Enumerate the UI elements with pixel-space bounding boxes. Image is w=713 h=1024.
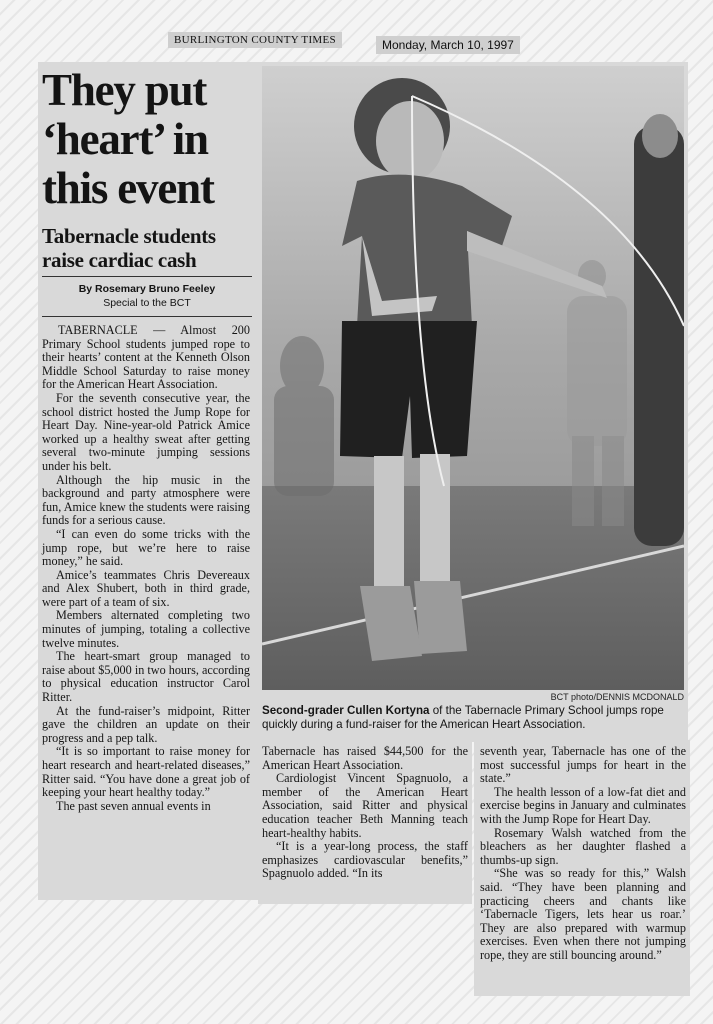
paragraph: Tabernacle has raised $44,500 for the American Heart Association.: [262, 744, 468, 772]
headline: [42, 66, 252, 213]
paragraph: “It is a year-long process, the staff emphasizes cardiovascular benefits,” Spagnuolo added. “In its: [262, 839, 468, 881]
paragraph: TABERNACLE — Almost 200 Primary School students jumped rope to their hearts’ content at the Kenneth Olson Middle School Saturday to raise money for the American Heart Association.: [42, 323, 250, 392]
paragraph: seventh year, Tabernacle has one of the most successful jumps for heart in the state.”: [480, 744, 686, 786]
article-column-1: [42, 324, 250, 813]
divider: [42, 276, 252, 277]
paragraph: The heart-smart group managed to raise about $5,000 in two hours, according to physical education instructor Carol Ritter.: [42, 649, 250, 705]
byline-note: Special to the BCT: [103, 297, 191, 309]
headline-line: ‘heart’ in: [42, 114, 208, 164]
article-column-2: [262, 745, 468, 881]
paper-name-tag: BURLINGTON COUNTY TIMES: [168, 32, 342, 48]
jump-rope-photo: [262, 66, 684, 690]
date-tag: Monday, March 10, 1997: [376, 36, 520, 54]
subhead-line: Tabernacle students: [42, 224, 216, 248]
paragraph: The health lesson of a low-fat diet and exercise begins in January and culminates with the Jump Rope for Heart Day.: [480, 784, 686, 826]
subhead-line: raise cardiac cash: [42, 248, 197, 272]
divider: [42, 316, 252, 317]
subhead: [42, 224, 252, 272]
paragraph: At the fund-raiser’s midpoint, Ritter gave the children an update on their progress and a pep talk.: [42, 703, 250, 745]
paragraph: Although the hip music in the background and party atmosphere were fun, Amice knew the students were raising funds for a serious cause.: [42, 472, 250, 528]
paragraph: Cardiologist Vincent Spagnuolo, a member of the American Heart Association, said Ritter and physical education teacher Beth Manning teach heart-healthy habits.: [262, 771, 468, 840]
paragraph: Rosemary Walsh watched from the bleachers as her daughter flashed a thumbs-up sign.: [480, 825, 686, 867]
byline: [42, 282, 252, 310]
caption-subject: Second-grader Cullen Kortyna: [262, 704, 430, 717]
caption-text: of the Tabernacle Primary School jumps rope quickly during a fund-raiser for the American Heart Association.: [262, 704, 664, 731]
paragraph: “It is so important to raise money for heart research and heart-related diseases,” Ritter said. “You have done a great job of keeping your heart healthy today.”: [42, 744, 250, 800]
photo-credit: BCT photo/DENNIS MCDONALD: [550, 692, 684, 702]
paragraph: Amice’s teammates Chris Devereaux and Alex Shubert, both in third grade, were part of a team of six.: [42, 567, 250, 609]
byline-author: By Rosemary Bruno Feeley: [78, 283, 216, 295]
article-column-3: [480, 745, 686, 963]
paragraph: Members alternated completing two minutes of jumping, totaling a collective twelve minutes.: [42, 608, 250, 650]
paragraph: For the seventh consecutive year, the school district hosted the Jump Rope for Heart Day. Nine-year-old Patrick Amice worked up a healthy sweat after getting several two-minute jumping sessions under his belt.: [42, 390, 250, 473]
paragraph: “She was so ready for this,” Walsh said. “They have been planning and practicing cheers and chants like ‘Tabernacle Tigers, lets hear us roar.’ They are also prepared with warmup exercises. Even when there not jumping rope, they are still bouncing around.”: [480, 866, 686, 962]
headline-line: this event: [42, 163, 214, 213]
adult-figure: [634, 126, 684, 546]
headline-line: They put: [42, 65, 207, 115]
paragraph: “I can even do some tricks with the jump rope, but we’re here to raise money,” he said.: [42, 526, 250, 569]
paragraph: The past seven annual events in: [56, 798, 211, 813]
photo-caption: [262, 704, 686, 731]
